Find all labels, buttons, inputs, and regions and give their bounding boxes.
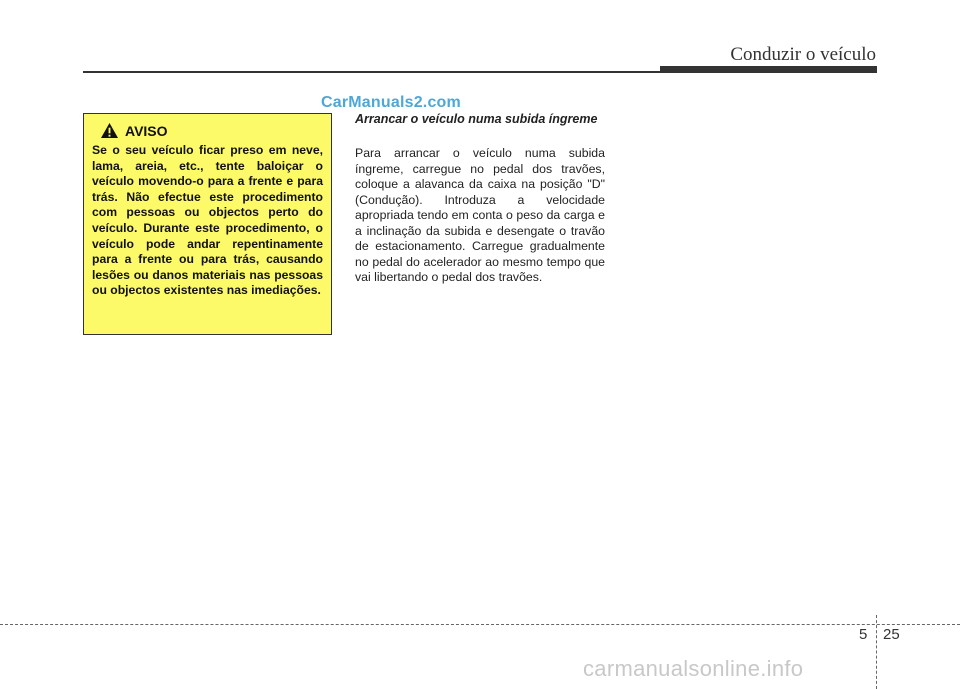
warning-title: AVISO [125, 122, 168, 139]
footer-divider [876, 615, 877, 689]
chapter-title: Conduzir o veículo [730, 44, 876, 65]
warning-triangle-icon [100, 122, 119, 139]
section-body: Para arrancar o veículo numa subida íngreme, carregue no pedal dos travões, coloque a alavanca da caixa na posição "D" (Condução). Introduza a velocidade apropriada tendo em conta o peso da carga e a inclinação da subida e desengate o travão de estacionamento. Carregue gradualmente no pedal do acelerador ao mesmo tempo que vai libertando o pedal dos travões. [355, 146, 605, 284]
watermark-top: CarManuals2.com [321, 94, 461, 111]
header-rule-thick [660, 66, 877, 73]
warning-text: Se o seu veículo ficar preso em neve, lama, areia, etc., tente baloiçar o veículo movendo-o para a frente e para trás. Não efectue este procedimento com pessoas ou objectos perto do veículo. Durante este procedimento, o veículo pode andar repentinamente para a frente ou para trás, causando lesões ou danos materiais nas pessoas ou objectos existentes nas imediações. [92, 143, 323, 298]
footer-rule [0, 624, 960, 625]
header-rule-thin [83, 71, 663, 73]
page-chapter-number: 5 [859, 626, 868, 643]
warning-header [100, 122, 323, 139]
warning-box [83, 113, 332, 335]
section-subheading: Arrancar o veículo numa subida íngreme [355, 112, 598, 126]
watermark-bottom: carmanualsonline.info [583, 656, 804, 681]
page-number: 25 [883, 626, 900, 643]
